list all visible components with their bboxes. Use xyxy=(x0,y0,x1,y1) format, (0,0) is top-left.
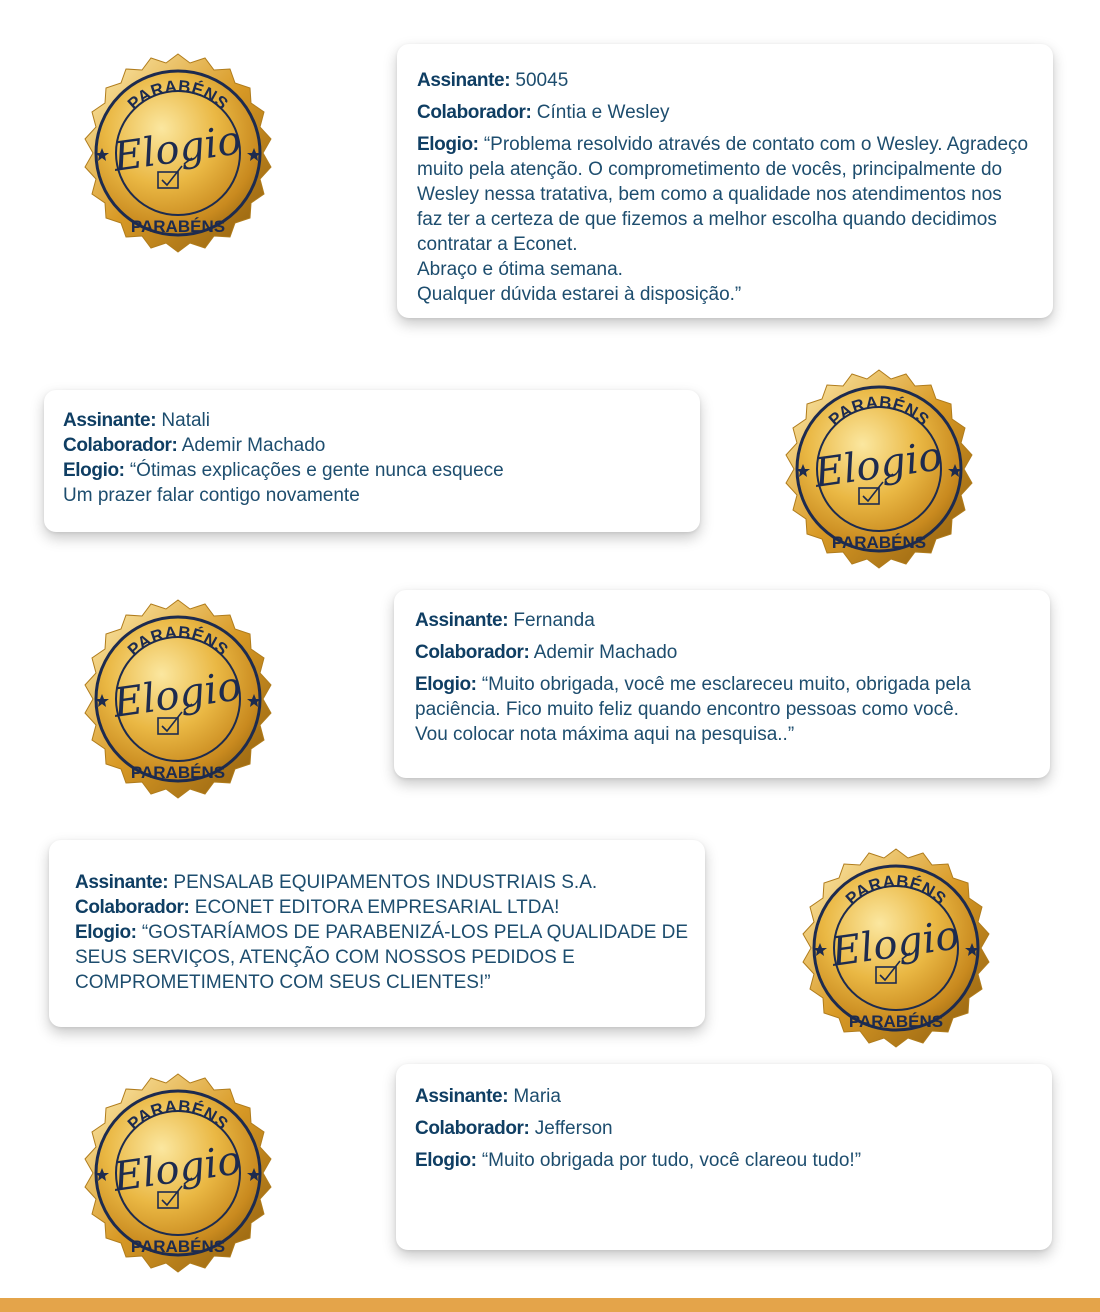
assinante-value: PENSALAB EQUIPAMENTOS INDUSTRIAIS S.A. xyxy=(173,872,598,893)
elogio-label: Elogio: xyxy=(63,460,125,481)
elogio-label: Elogio: xyxy=(417,134,479,155)
elogio-label: Elogio: xyxy=(75,922,137,943)
assinante-row xyxy=(415,608,1040,633)
badge-bottom-text: PARABÉNS xyxy=(130,217,226,236)
assinante-value: Natali xyxy=(161,410,210,431)
assinante-row xyxy=(75,870,695,895)
elogio-row xyxy=(417,132,1043,307)
assinante-value: Fernanda xyxy=(513,610,595,631)
badge-top-text: PARABÉNS xyxy=(841,871,950,909)
assinante-label: Assinante: xyxy=(417,70,511,91)
colaborador-value: Cíntia e Wesley xyxy=(536,102,670,123)
badge-top-text: PARABÉNS xyxy=(123,1096,232,1134)
elogio-text: “Muito obrigada por tudo, você clareou tudo!” xyxy=(481,1150,862,1171)
assinante-row xyxy=(417,68,1043,93)
elogio-text: “Ótimas explicações e gente nunca esquece Um prazer falar contigo novamente xyxy=(63,460,504,506)
testimonial-card-2 xyxy=(44,390,700,532)
elogio-badge-5 xyxy=(75,1070,281,1276)
colaborador-row xyxy=(63,433,690,458)
testimonial-card-4 xyxy=(49,840,705,1027)
colaborador-label: Colaborador: xyxy=(415,642,530,663)
assinante-value: Maria xyxy=(513,1086,561,1107)
badge-top-text: PARABÉNS xyxy=(123,76,232,114)
colaborador-label: Colaborador: xyxy=(417,102,532,123)
colaborador-value: Jefferson xyxy=(534,1118,613,1139)
badge-center-text: Elogio xyxy=(110,117,245,181)
elogio-label: Elogio: xyxy=(415,1150,477,1171)
badge-top-text: PARABÉNS xyxy=(824,392,933,430)
elogio-row xyxy=(415,1148,1042,1173)
assinante-label: Assinante: xyxy=(75,872,169,893)
colaborador-row xyxy=(417,100,1043,125)
assinante-label: Assinante: xyxy=(63,410,157,431)
elogio-badge-4 xyxy=(793,845,999,1051)
badge-center-text: Elogio xyxy=(110,1137,245,1201)
colaborador-row xyxy=(415,640,1040,665)
elogio-text: “GOSTARÍAMOS DE PARABENIZÁ-LOS PELA QUALIDADE DE SEUS SERVIÇOS, ATENÇÃO COM NOSSOS PEDIDOS E COMPROMETIMENTO COM SEUS CLIENTES!” xyxy=(75,922,689,993)
assinante-label: Assinante: xyxy=(415,1086,509,1107)
elogio-row xyxy=(63,458,690,508)
elogio-text: “Muito obrigada, você me esclareceu muito, obrigada pela paciência. Fico muito feliz quando encontro pessoas como você. Vou colocar nota máxima aqui na pesquisa..” xyxy=(415,674,971,745)
badge-center-text: Elogio xyxy=(110,663,245,727)
colaborador-row xyxy=(75,895,695,920)
bottom-accent-bar xyxy=(0,1298,1100,1312)
assinante-value: 50045 xyxy=(515,70,569,91)
badge-center-text: Elogio xyxy=(811,433,946,497)
badge-center-text: Elogio xyxy=(828,912,963,976)
colaborador-label: Colaborador: xyxy=(415,1118,530,1139)
testimonial-card-1 xyxy=(397,44,1053,318)
assinante-row xyxy=(63,408,690,433)
elogio-badge-2 xyxy=(776,366,982,572)
assinante-row xyxy=(415,1084,1042,1109)
badge-top-text: PARABÉNS xyxy=(123,622,232,660)
colaborador-value: ECONET EDITORA EMPRESARIAL LTDA! xyxy=(194,897,560,918)
assinante-label: Assinante: xyxy=(415,610,509,631)
colaborador-label: Colaborador: xyxy=(75,897,190,918)
elogio-row xyxy=(415,672,1040,747)
testimonial-card-3 xyxy=(394,590,1050,778)
badge-bottom-text: PARABÉNS xyxy=(848,1012,944,1031)
colaborador-label: Colaborador: xyxy=(63,435,178,456)
badge-bottom-text: PARABÉNS xyxy=(130,1237,226,1256)
elogio-text: “Problema resolvido através de contato com o Wesley. Agradeço muito pela atenção. O comprometimento de vocês, principalmente do Wesley nessa tratativa, bem como a qualidade nos atendimentos nos faz ter a certeza de que fizemos a melhor escolha quando decidimos contratar a Econet. Abraço e ótima semana. Qualquer dúvida estarei à disposição.” xyxy=(417,134,1029,305)
colaborador-row xyxy=(415,1116,1042,1141)
elogio-row xyxy=(75,920,695,995)
colaborador-value: Ademir Machado xyxy=(181,435,326,456)
elogio-badge-1 xyxy=(75,50,281,256)
badge-bottom-text: PARABÉNS xyxy=(831,533,927,552)
elogio-badge-3 xyxy=(75,596,281,802)
testimonial-card-5 xyxy=(396,1064,1052,1250)
elogio-label: Elogio: xyxy=(415,674,477,695)
colaborador-value: Ademir Machado xyxy=(533,642,678,663)
badge-bottom-text: PARABÉNS xyxy=(130,763,226,782)
